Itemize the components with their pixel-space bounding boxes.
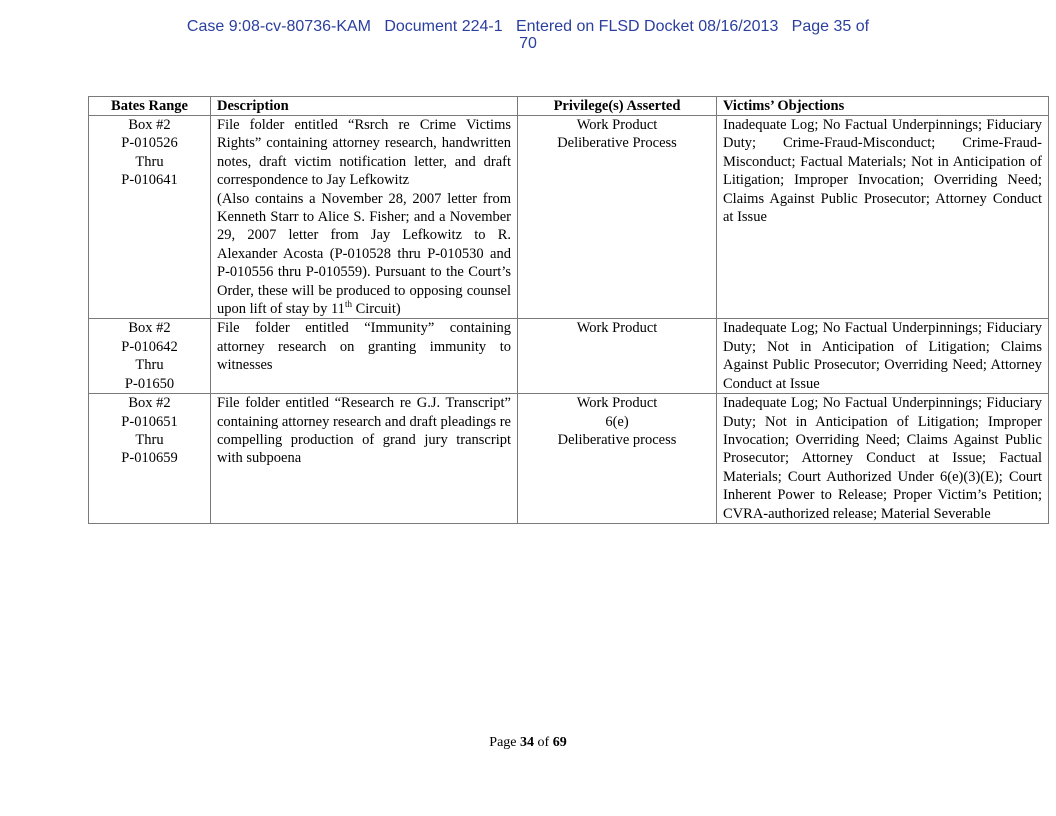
objections-cell: Inadequate Log; No Factual Underpinnings; Fiduciary Duty; Not in Anticipation of Litigation; Claims Against Public Prosecutor; Overriding Need; Attorney Conduct at Issue	[717, 319, 1049, 394]
footer-of-word: of	[537, 735, 550, 750]
table-row	[89, 394, 1049, 524]
description-cell: File folder entitled “Research re G.J. Transcript” containing attorney research and draft pleadings re compelling production of grand jury transcript with subpoena	[211, 394, 518, 524]
bates-box: Box #2	[128, 117, 171, 133]
privilege-item: Deliberative process	[557, 431, 677, 448]
table-row	[89, 319, 1049, 394]
description-note-end: Circuit)	[351, 301, 401, 318]
case-header-line2: 70	[519, 35, 537, 52]
bates-start: P-010642	[121, 338, 178, 355]
privileges-cell	[518, 116, 717, 319]
bates-thru: Thru	[135, 431, 164, 448]
bates-end: P-010659	[121, 450, 178, 467]
objections-cell: Inadequate Log; No Factual Underpinnings; Fiduciary Duty; Not in Anticipation of Litigation; Improper Invocation; Overriding Need; Claims Against Public Prosecutor; Attorney Conduct at Issue; Factual Materials; Court Authorized Under 6(e)(3)(E); Court Inherent Power to Release; Proper Victim’s Petition; CVRA-authorized release; Material Severable	[717, 394, 1049, 524]
bates-range-cell	[89, 319, 211, 394]
bates-thru: Thru	[135, 357, 164, 374]
table-row	[89, 116, 1049, 319]
bates-box: Box #2	[128, 320, 171, 337]
table-header-row	[89, 97, 1049, 116]
privileges-cell	[518, 319, 717, 394]
description-note-text: (Also contains a November 28, 2007 letter from Kenneth Starr to Alice S. Fisher; and a November 29, 2007 letter from Jay Lefkowitz to R. Alexander Acosta (P-010528 thru P-010530 and P-010556 thru P-010559). Pursuant to the Court’s Order, these will be produced to opposing counsel upon lift of stay by 11	[217, 190, 511, 318]
privilege-item: Deliberative Process	[557, 135, 677, 152]
column-header-victims-objections: Victims’ Objections	[717, 97, 1049, 116]
column-header-description: Description	[211, 97, 518, 116]
bates-start: P-010526	[121, 135, 178, 152]
description-text: File folder entitled “Rsrch re Crime Victims Rights” containing attorney research, handwritten notes, draft victim notification letter, and draft correspondence to Jay Lefkowitz	[217, 117, 511, 189]
case-header-line1: Case 9:08-cv-80736-KAM Document 224-1 Entered on FLSD Docket 08/16/2013 Page 35 of	[186, 18, 870, 35]
footer-page-word: Page	[489, 735, 517, 750]
footer-page-number: 34	[520, 735, 535, 750]
bates-box: Box #2	[128, 395, 171, 412]
column-header-bates-range: Bates Range	[89, 97, 211, 116]
privileges-cell	[518, 394, 717, 524]
description-note	[217, 190, 511, 319]
footer-page-total: 69	[552, 735, 567, 750]
column-header-privileges: Privilege(s) Asserted	[518, 97, 717, 116]
bates-range-cell	[89, 394, 211, 524]
privilege-item: 6(e)	[605, 413, 629, 430]
objections-cell: Inadequate Log; No Factual Underpinnings; Fiduciary Duty; Crime-Fraud-Misconduct; Crime-Fraud-Misconduct; Factual Materials; Not in Anticipation of Litigation; Improper Invocation; Overriding Need; Claims Against Public Prosecutor; Attorney Conduct at Issue	[717, 116, 1049, 319]
bates-start: P-010651	[121, 413, 178, 430]
privilege-item: Work Product	[576, 395, 658, 412]
privilege-item: Work Product	[576, 320, 658, 337]
privilege-item: Work Product	[576, 117, 658, 133]
ordinal-superscript: th	[344, 299, 352, 310]
bates-range-cell	[89, 116, 211, 319]
bates-end: P-01650	[124, 375, 175, 392]
privilege-log-table	[88, 96, 1049, 524]
bates-end: P-010641	[121, 172, 178, 189]
page-footer	[0, 735, 1056, 751]
description-cell: File folder entitled “Immunity” containing attorney research on granting immunity to witnesses	[211, 319, 518, 394]
bates-thru: Thru	[135, 153, 164, 170]
case-header	[0, 18, 1056, 52]
description-cell	[211, 116, 518, 319]
